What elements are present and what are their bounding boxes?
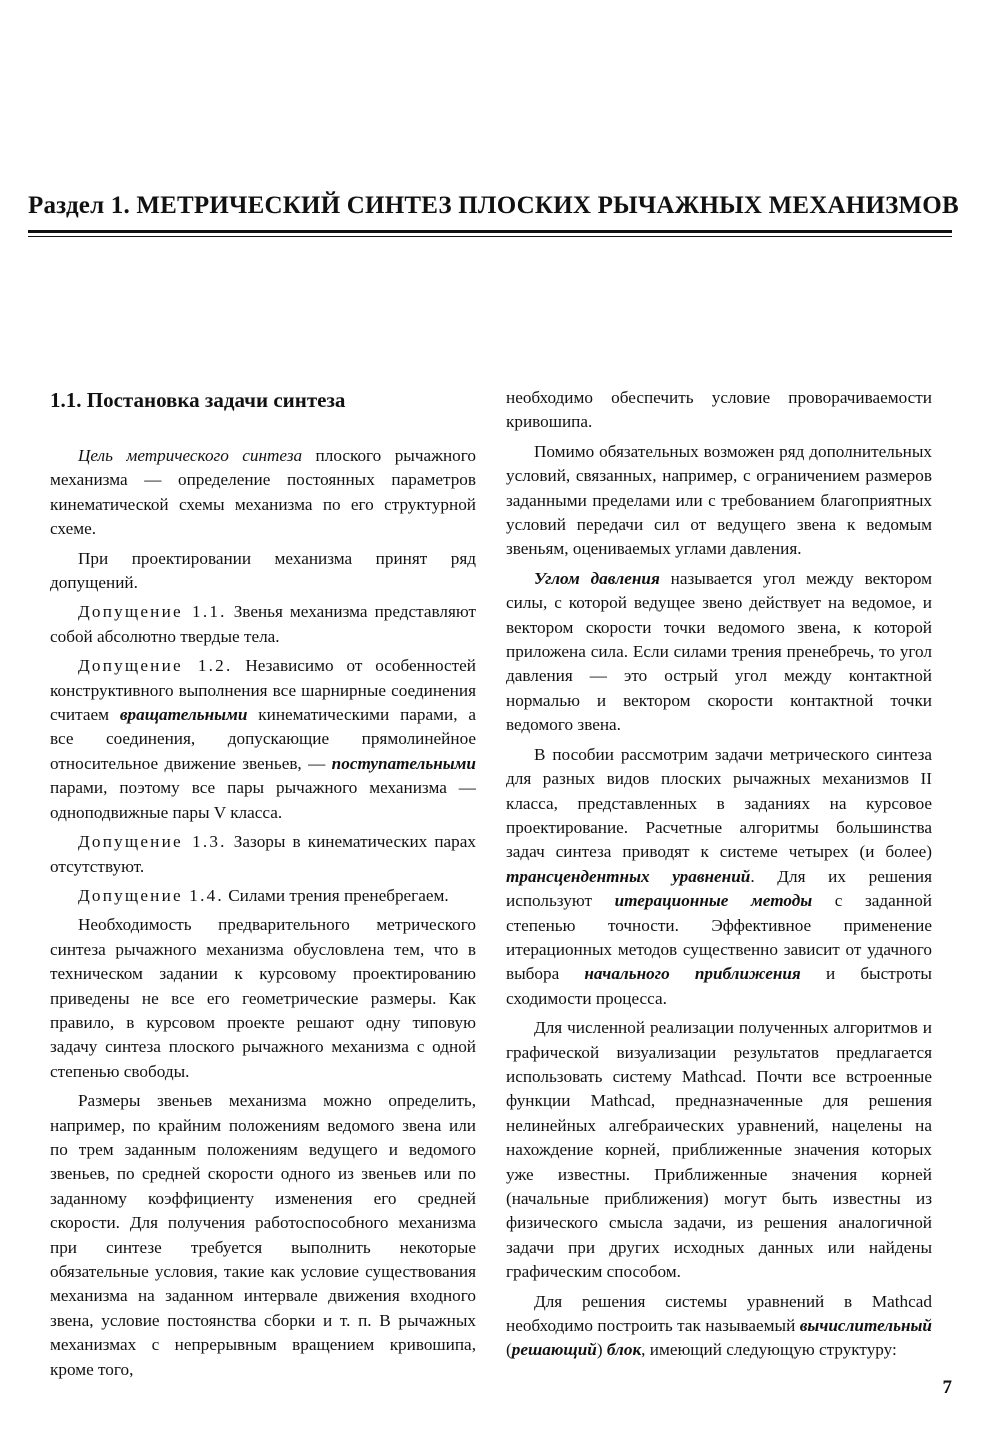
paragraph-pressure-angle: Углом давления называется угол между вектором силы, с которой ведущее звено действует на ведомое, и вектором скорости точки ведомого звена, к которой приложена сила. Если силами трения пренебречь, то угол давления — это острый угол между контактной нормалью и вектором скорости контактной точки ведомого звена. xyxy=(506,568,932,735)
term-metric-synthesis-goal: Цель метрического синтеза xyxy=(78,446,303,465)
chapter-title: Раздел 1. МЕТРИЧЕСКИЙ СИНТЕЗ ПЛОСКИХ РЫЧАЖНЫХ МЕХАНИЗМОВ xyxy=(28,192,959,219)
assumption-label: Допущение 1.4. xyxy=(78,885,224,905)
paragraph-assumptions-intro: При проектировании механизма принят ряд допущений. xyxy=(50,548,476,593)
assumption-label: Допущение 1.1. xyxy=(78,602,227,622)
term-computational: вычислительный xyxy=(799,1316,932,1336)
paragraph-iterative-methods: В пособии рассмотрим задачи метрического синтеза для разных видов плоских рычажных механизмов II класса, представленных в заданиях на курсовое проектирование. Расчетные алгоритмы большинства задач синтеза приводят к системе четырех (и более) трансцендентных уравнений. Для их решения используют итерационные методы с заданной степенью точности. Эффективное применение итерационных методов существенно зависит от удачного выбора начального приближения и быстроты сходимости процесса. xyxy=(506,744,932,1008)
paragraph-necessity: Необходимость предварительного метрического синтеза рычажного механизма обусловлена тем, что в техническом задании к курсовому проектированию приведены не все его геометрические размеры. Как правило, в курсовом проекте решают одну типовую задачу синтеза плоского рычажного механизма с одной степенью свободы. xyxy=(50,915,476,1081)
header-rule-thick xyxy=(28,230,952,233)
paragraph-mathcad: Для численной реализации полученных алгоритмов и графической визуализации результатов предлагается использовать систему Mathcad. Почти все встроенные функции Mathcad, предназначенные для решения нелинейных алгебраических уравнений, нацелены на нахождение корней, приближенные значения которых уже известны. Приближенные значения корней (начальные приближения) могут быть известны из физического смысла задачи, из решения аналогичной задачи при других исходных данных или найдены графическим способом. xyxy=(506,1018,932,1282)
term-translational: поступательными xyxy=(331,753,476,773)
assumption-label: Допущение 1.3. xyxy=(78,832,227,852)
assumption-1-2: Допущение 1.2. Независимо от особенностей конструктивного выполнения все шарнирные соединения считаем вращательными кинематическими парами, а все соединения, допускающие прямолинейное относительное движение звеньев, — поступательными парами, поэтому все пары рычажного механизма — одноподвижные пары V класса. xyxy=(50,656,476,822)
paragraph-dimensions: Размеры звеньев механизма можно определить, например, по крайним положениям ведомого звена или по трем заданным положениям ведущего и ведомого звеньев, по средней скорости одного из звеньев или по заданному коэффициенту изменения его средней скорости. Для получения работоспособного механизма при синтезе требуется выполнить некоторые обязательные условия, такие как условие существования механизма на заданном интервале движения входного звена, условие постоянства сборки и т. п. В рычажных механизмах с непрерывным вращением кривошипа, кроме того, xyxy=(50,1091,476,1379)
term-initial-approximation: начального приближения xyxy=(584,964,801,984)
section-title: 1.1. Постановка задачи синтеза xyxy=(50,388,346,412)
paragraph-continuation: необходимо обеспечить условие проворачиваемости кривошипа. xyxy=(506,388,932,432)
term-pressure-angle: Углом давления xyxy=(534,568,660,588)
left-column xyxy=(50,386,476,1387)
term-iterative-methods: итерационные методы xyxy=(614,891,813,911)
assumption-1-3: Допущение 1.3. Зазоры в кинематических парах отсутствуют. xyxy=(50,832,476,876)
paragraph-solve-block: Для решения системы уравнений в Mathcad необходимо построить так называемый вычислительный (решающий) блок, имеющий следующую структуру: xyxy=(506,1291,932,1360)
term-transcendental: трансцендентных уравнений xyxy=(506,866,751,886)
paragraph-goal: Цель метрического синтеза плоского рычажного механизма — определение постоянных параметров кинематической схемы механизма по его структурной схеме. xyxy=(50,446,476,539)
assumption-1-1: Допущение 1.1. Звенья механизма представляют собой абсолютно твердые тела. xyxy=(50,602,476,646)
assumption-label: Допущение 1.2. xyxy=(78,656,233,676)
page-number: 7 xyxy=(942,1377,952,1398)
paragraph-additional-conditions: Помимо обязательных возможен ряд дополнительных условий, связанных, например, с ограничением размеров заданными пределами или с требованием благоприятных условий передачи сил от ведущего звена к ведомым звеньям, оцениваемых углами давления. xyxy=(506,441,932,559)
term-block: блок xyxy=(606,1340,642,1360)
header-rule-thin xyxy=(28,236,952,237)
right-column xyxy=(506,386,932,1368)
term-rotational: вращательными xyxy=(119,705,248,725)
assumption-1-4: Допущение 1.4. Силами трения пренебрегаем. xyxy=(78,885,449,905)
term-solving: решающий xyxy=(511,1340,597,1360)
